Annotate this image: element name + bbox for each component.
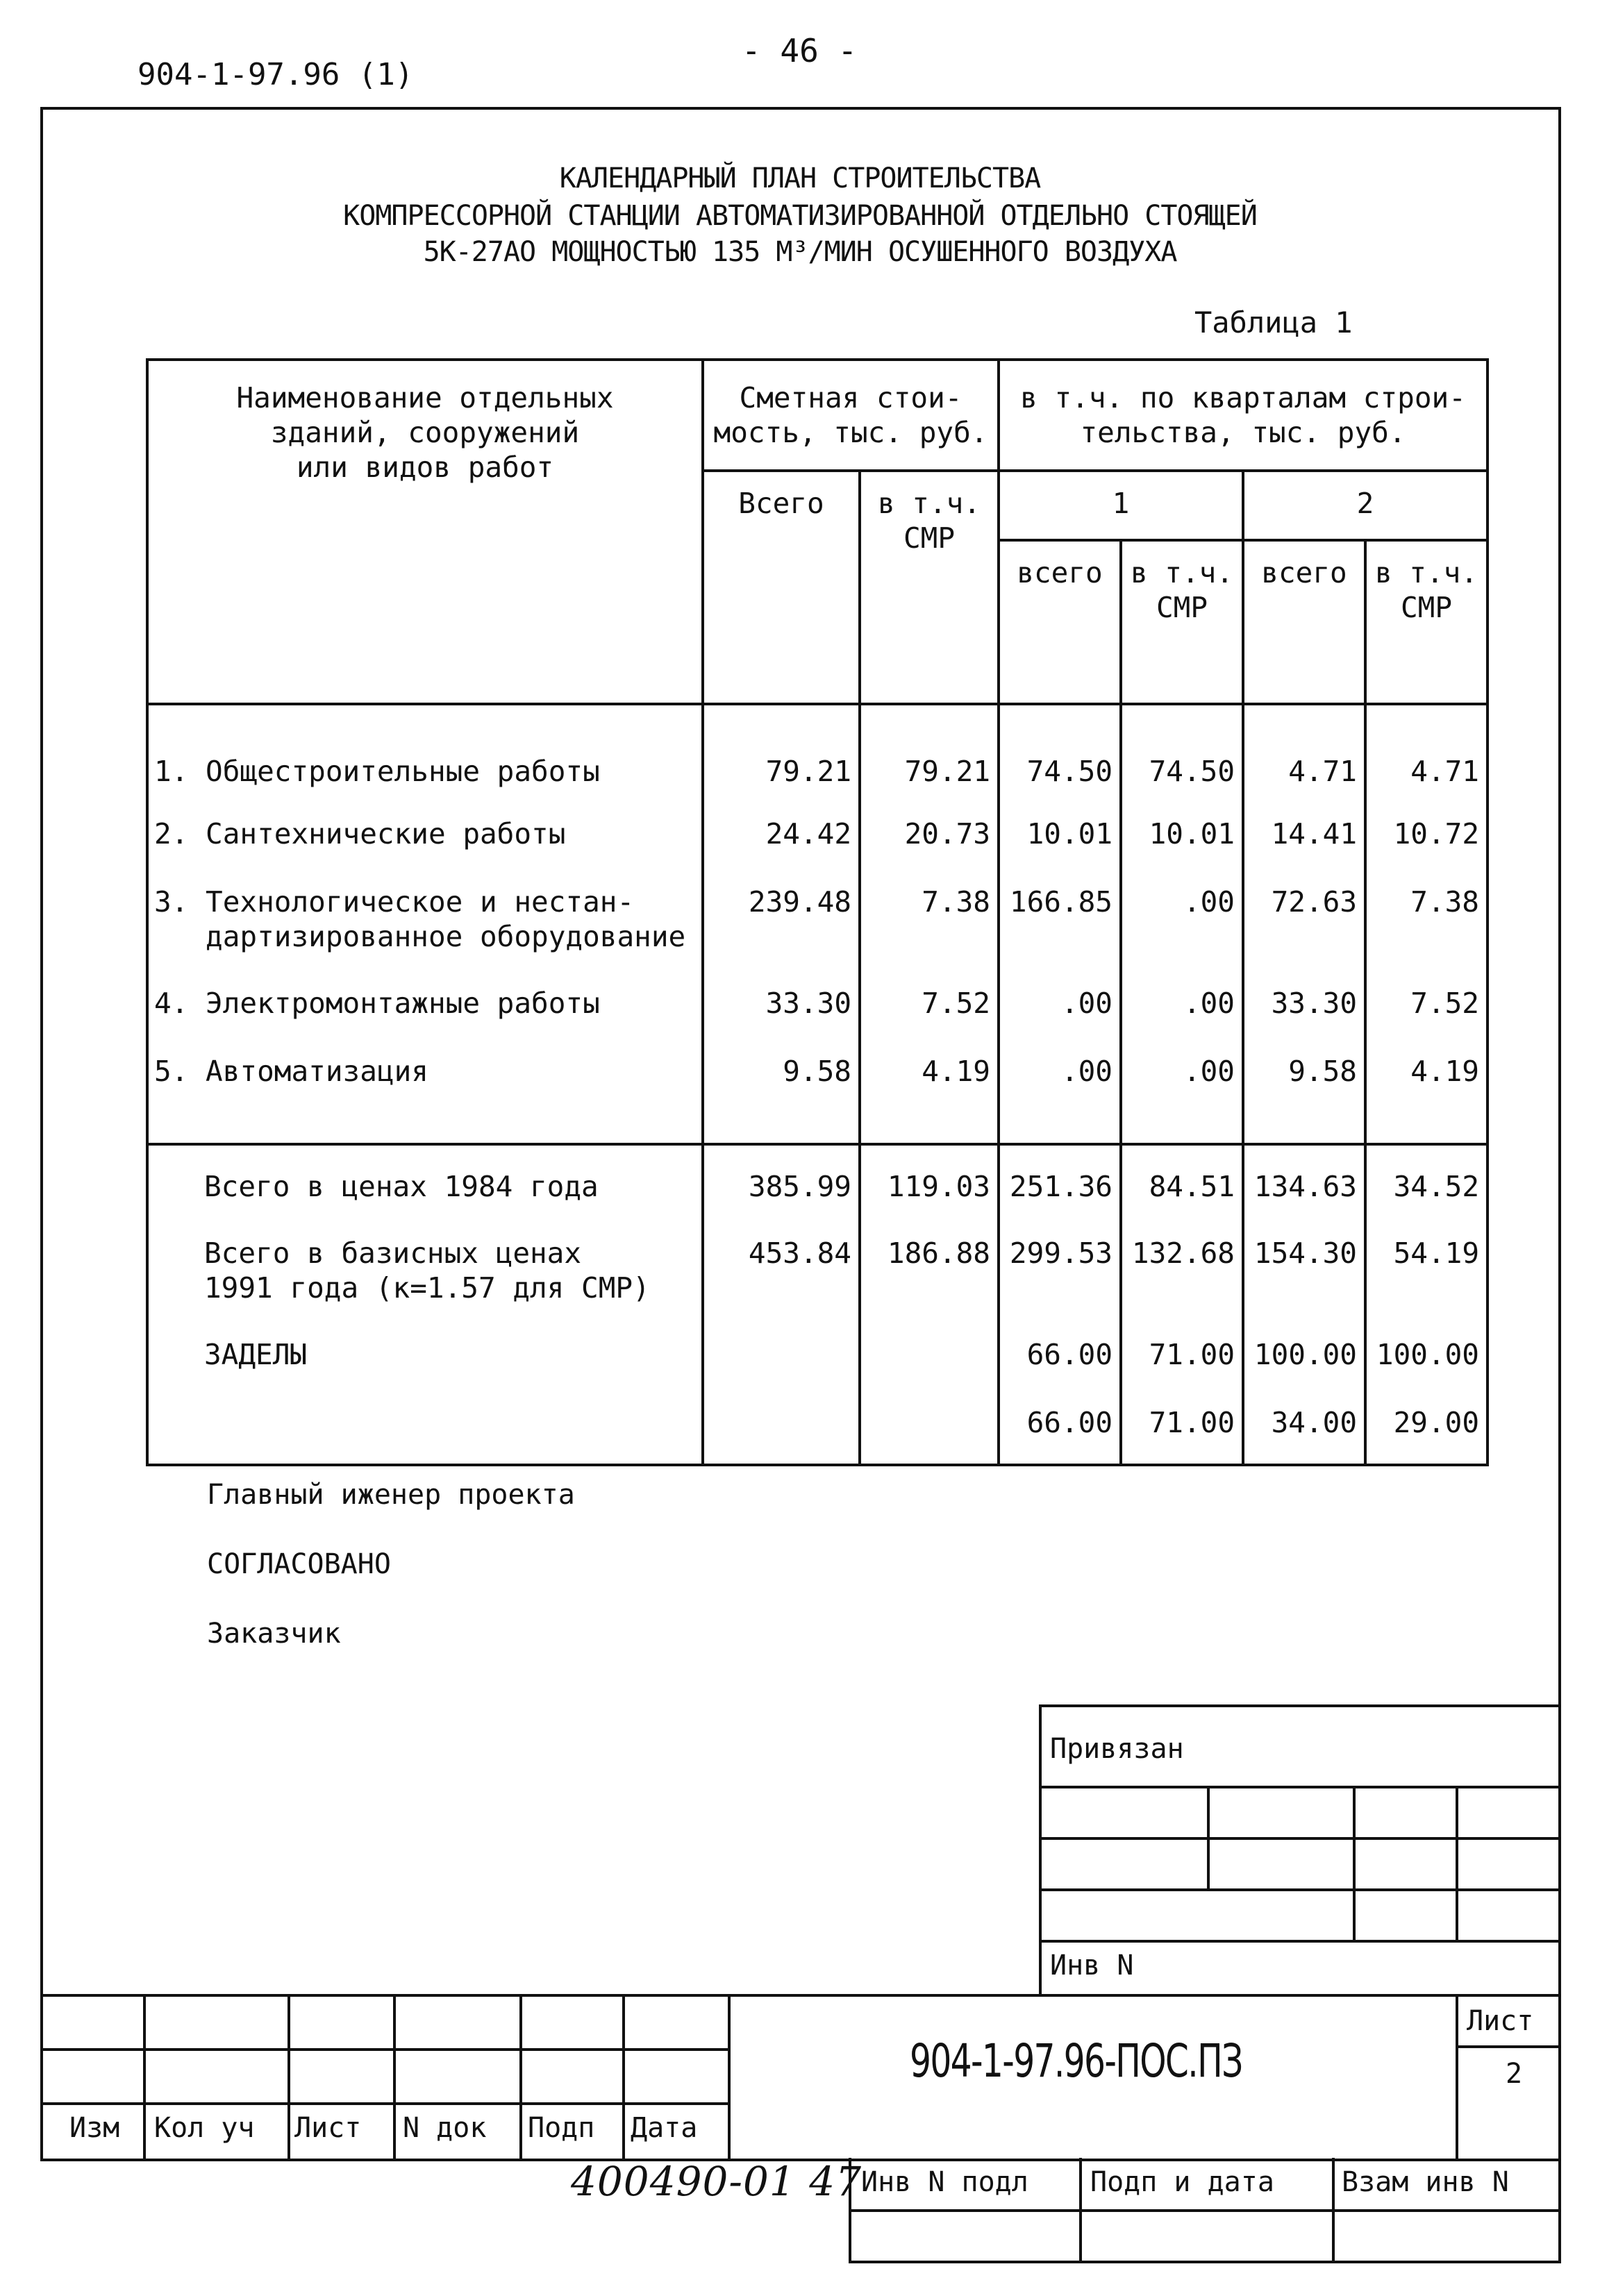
cell-q1-smr: 132.68 xyxy=(1121,1212,1243,1314)
title-line-1: КАЛЕНДАРНЫЙ ПЛАН СТРОИТЕЛЬСТВА xyxy=(559,162,1041,194)
agreed-label: СОГЛАСОВАНО xyxy=(207,1548,391,1580)
inv-podl-label: Инв N подл xyxy=(861,2166,1028,2198)
header-total: Всего xyxy=(703,471,860,704)
sign-date-label: Подп и дата xyxy=(1090,2166,1274,2198)
table-row xyxy=(147,1030,1488,1144)
cell-q1-total: 74.50 xyxy=(999,704,1121,793)
col-izm: Изм xyxy=(69,2112,120,2144)
cell-q2-smr: 4.71 xyxy=(1365,704,1488,793)
cell-q1-smr: 74.50 xyxy=(1121,704,1243,793)
cell-total: 239.48 xyxy=(703,861,860,962)
total-rows xyxy=(147,1144,1488,1465)
table-row xyxy=(147,962,1488,1030)
page-number: - 46 - xyxy=(742,32,858,69)
cell-q1-smr: .00 xyxy=(1121,1030,1243,1144)
row-name-line: ЗАДЕЛЫ xyxy=(204,1338,308,1371)
cell-smr: 20.73 xyxy=(860,793,999,861)
cell-total xyxy=(703,1382,860,1465)
cell-q1-total: .00 xyxy=(999,1030,1121,1144)
row-name-line: Всего в ценах 1984 года xyxy=(204,1170,599,1203)
cell-q1-smr: 84.51 xyxy=(1121,1144,1243,1212)
cell-total: 385.99 xyxy=(703,1144,860,1212)
document-code: 904-1-97.96 (1) xyxy=(138,57,414,92)
stamp-document-code: 904-1-97.96-ПОС.ПЗ xyxy=(910,2034,1242,2088)
cell-q2-smr: 54.19 xyxy=(1365,1212,1488,1314)
handwritten-inventory-number: 400490-01 47 xyxy=(571,2158,862,2205)
cell-q2-smr: 7.38 xyxy=(1365,861,1488,962)
row-name xyxy=(147,704,703,793)
row-name-line: 1. Общестроительные работы xyxy=(154,755,600,788)
cell-q2-total: 33.30 xyxy=(1243,962,1365,1030)
cell-smr: 7.52 xyxy=(860,962,999,1030)
col-list: Лист xyxy=(294,2112,362,2144)
total-row xyxy=(147,1382,1488,1465)
cell-q2-smr: 7.52 xyxy=(1365,962,1488,1030)
cell-q2-total: 154.30 xyxy=(1243,1212,1365,1314)
col-data: Дата xyxy=(631,2112,698,2144)
header-q2-total: всего xyxy=(1243,540,1365,704)
cell-total xyxy=(703,1314,860,1382)
cell-total: 24.42 xyxy=(703,793,860,861)
row-name xyxy=(147,962,703,1030)
cell-q2-total: 72.63 xyxy=(1243,861,1365,962)
cell-q2-smr: 100.00 xyxy=(1365,1314,1488,1382)
header-q1-total: всего xyxy=(999,540,1121,704)
cell-q1-total: 299.53 xyxy=(999,1212,1121,1314)
header-quarter-2: 2 xyxy=(1243,471,1488,540)
row-name xyxy=(147,1212,703,1314)
table-label: Таблица 1 xyxy=(1194,305,1353,340)
cell-q1-smr: 10.01 xyxy=(1121,793,1243,861)
sheet-number: 2 xyxy=(1506,2058,1523,2090)
work-rows xyxy=(147,704,1488,1144)
cell-q1-total: .00 xyxy=(999,962,1121,1030)
cell-q2-total: 14.41 xyxy=(1243,793,1365,861)
title-line-2: КОМПРЕССОРНОЙ СТАНЦИИ АВТОМАТИЗИРОВАННОЙ ОТДЕЛЬНО СТОЯЩЕЙ xyxy=(343,200,1257,232)
cell-q2-smr: 4.19 xyxy=(1365,1030,1488,1144)
row-name xyxy=(147,861,703,962)
row-name-line: 4. Электромонтажные работы xyxy=(154,987,600,1020)
chief-engineer-label: Главный иженер проекта xyxy=(207,1479,575,1511)
row-name-line: 1991 года (к=1.57 для СМР) xyxy=(204,1271,650,1305)
cell-total: 9.58 xyxy=(703,1030,860,1144)
cell-q2-total: 4.71 xyxy=(1243,704,1365,793)
cell-smr: 7.38 xyxy=(860,861,999,962)
cell-q2-total: 9.58 xyxy=(1243,1030,1365,1144)
inv-no-label: Инв N xyxy=(1050,1950,1134,1981)
cell-smr: 79.21 xyxy=(860,704,999,793)
sheet-label: Лист xyxy=(1467,2005,1534,2037)
col-podp: Подп xyxy=(528,2112,595,2144)
vzam-inv-label: Взам инв N xyxy=(1342,2166,1509,2198)
row-name-line: 5. Автоматизация xyxy=(154,1055,428,1088)
row-name-line: Всего в базисных ценах xyxy=(204,1237,582,1270)
cell-q1-total: 166.85 xyxy=(999,861,1121,962)
cell-smr xyxy=(860,1314,999,1382)
cell-smr: 4.19 xyxy=(860,1030,999,1144)
cell-q1-smr: .00 xyxy=(1121,962,1243,1030)
total-row xyxy=(147,1314,1488,1382)
cell-smr: 119.03 xyxy=(860,1144,999,1212)
table-row xyxy=(147,704,1488,793)
header-q1-smr: в т.ч. СМР xyxy=(1121,540,1243,704)
header-quarters-cell: в т.ч. по кварталам строи- тельства, тыс. руб. xyxy=(999,360,1488,471)
table-row xyxy=(147,793,1488,861)
row-name-line: 3. Технологическое и нестан- xyxy=(154,885,635,919)
construction-schedule-table xyxy=(146,358,1489,1466)
row-name xyxy=(147,1382,703,1465)
cell-q1-total: 66.00 xyxy=(999,1314,1121,1382)
bound-label: Привязан xyxy=(1050,1733,1184,1765)
cell-q2-smr: 34.52 xyxy=(1365,1144,1488,1212)
total-row xyxy=(147,1212,1488,1314)
cell-q2-smr: 29.00 xyxy=(1365,1382,1488,1465)
cell-q2-smr: 10.72 xyxy=(1365,793,1488,861)
header-q2-smr: в т.ч. СМР xyxy=(1365,540,1488,704)
row-name xyxy=(147,1144,703,1212)
table-row xyxy=(147,861,1488,962)
header-quarter-1: 1 xyxy=(999,471,1243,540)
header-smr: в т.ч. СМР xyxy=(860,471,999,704)
cell-q1-smr: .00 xyxy=(1121,861,1243,962)
cell-q1-smr: 71.00 xyxy=(1121,1382,1243,1465)
total-row xyxy=(147,1144,1488,1212)
cell-q1-total: 251.36 xyxy=(999,1144,1121,1212)
cell-q1-smr: 71.00 xyxy=(1121,1314,1243,1382)
row-name xyxy=(147,1314,703,1382)
cell-total: 79.21 xyxy=(703,704,860,793)
cell-q2-total: 34.00 xyxy=(1243,1382,1365,1465)
row-name xyxy=(147,793,703,861)
cell-total: 33.30 xyxy=(703,962,860,1030)
customer-label: Заказчик xyxy=(207,1618,341,1650)
cell-smr: 186.88 xyxy=(860,1212,999,1314)
cell-q1-total: 10.01 xyxy=(999,793,1121,861)
row-name-line: 2. Сантехнические работы xyxy=(154,817,566,850)
header-cost-cell: Сметная стои- мость, тыс. руб. xyxy=(703,360,999,471)
header-name-cell: Наименование отдельных зданий, сооружений или видов работ xyxy=(147,360,703,704)
cell-total: 453.84 xyxy=(703,1212,860,1314)
col-n-dok: N док xyxy=(403,2112,487,2144)
cell-q2-total: 100.00 xyxy=(1243,1314,1365,1382)
cell-smr xyxy=(860,1382,999,1465)
cell-q1-total: 66.00 xyxy=(999,1382,1121,1465)
col-kol-uch: Кол уч xyxy=(154,2112,255,2144)
row-name-line: дартизированное оборудование xyxy=(154,920,686,953)
row-name xyxy=(147,1030,703,1144)
title-line-3: 5К-27АО МОЩНОСТЬЮ 135 М³/МИН ОСУШЕННОГО ВОЗДУХА xyxy=(423,236,1177,268)
cell-q2-total: 134.63 xyxy=(1243,1144,1365,1212)
